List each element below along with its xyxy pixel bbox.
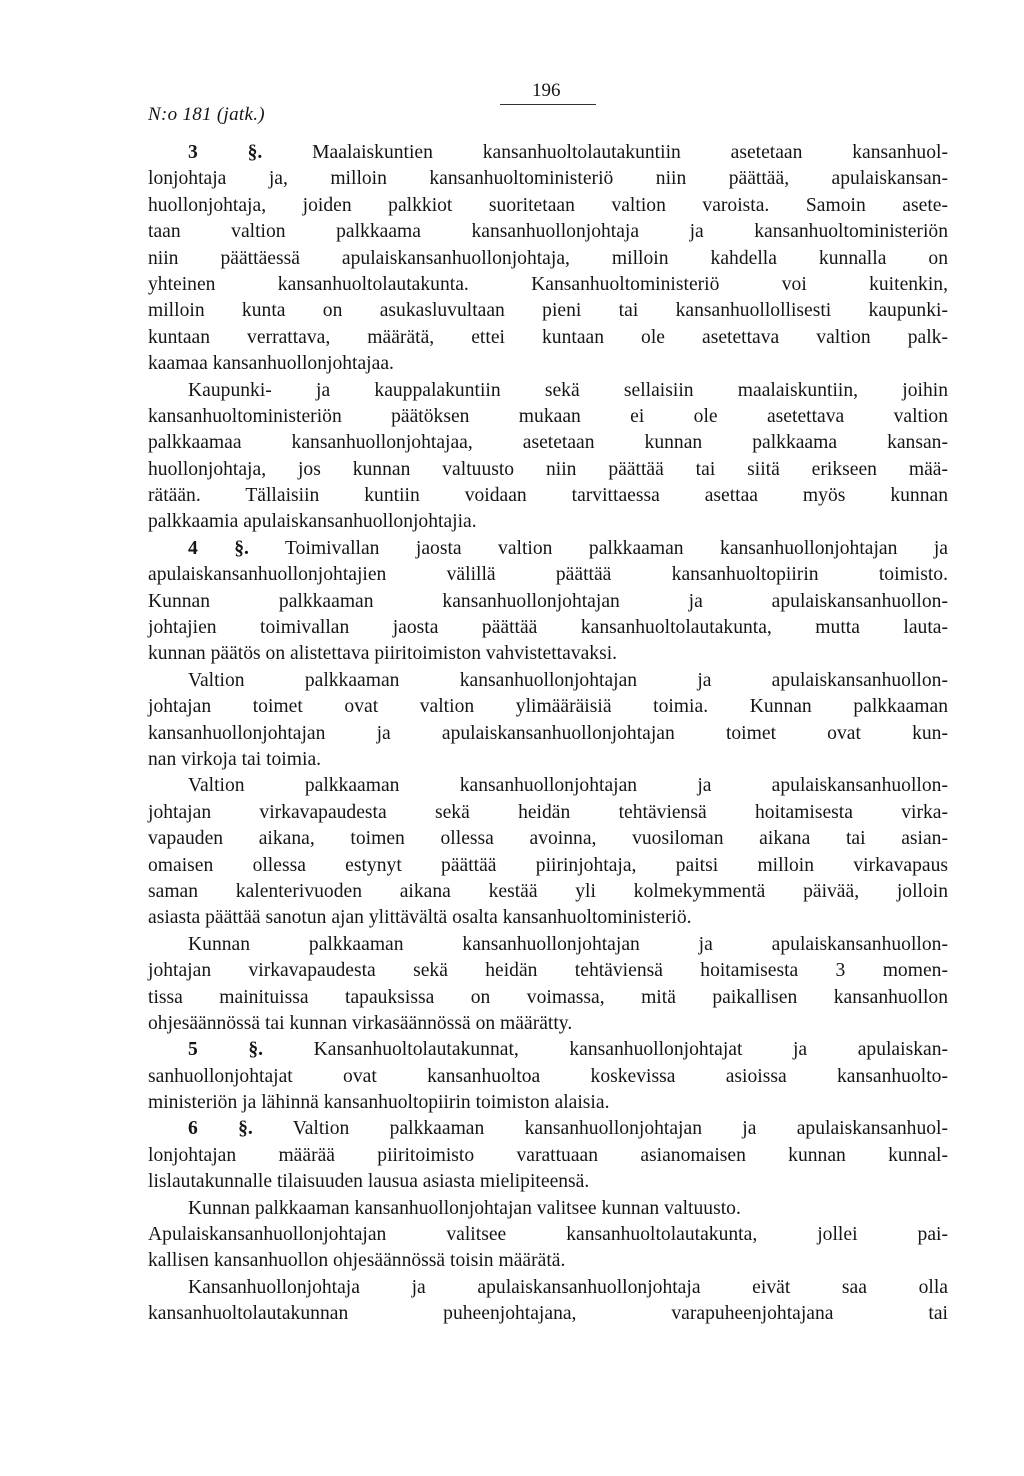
text-line: kansanhuoltolautakunnan puheenjohtajana, varapuheenjohtajana tai — [148, 1303, 948, 1325]
text-line: yhteinen kansanhuoltolautakunta. Kansanhuoltoministeriö voi kuitenkin, — [148, 273, 948, 295]
text-line: huollonjohtaja, joiden palkkiot suoritetaan valtion varoista. Samoin asete- — [148, 194, 948, 216]
text-line: ohjesäännössä tai kunnan virkasäännössä on määrätty. — [148, 1012, 573, 1034]
document-reference: N:o 181 (jatk.) — [148, 104, 265, 125]
text-line: huollonjohtaja, jos kunnan valtuusto niin päättää tai siitä erikseen mää- — [148, 458, 948, 480]
text-line: saman kalenterivuoden aikana kestää yli kolmekymmentä päivää, jolloin — [148, 880, 948, 902]
text-line: johtajan toimet ovat valtion ylimääräisiä toimia. Kunnan palkkaaman — [148, 696, 948, 718]
section-number: 3 §. — [188, 142, 263, 163]
text-line: asiasta päättää sanotun ajan ylittävältä osalta kansanhuoltoministeriö. — [148, 907, 692, 929]
text-line: omaisen ollessa estynyt päättää piirinjohtaja, paitsi milloin virkavapaus — [148, 854, 948, 876]
text-line: niin päättäessä apulaiskansanhuollonjohtaja, milloin kahdella kunnalla on — [148, 247, 948, 269]
text-line: lislautakunnalle tilaisuuden lausua asiasta mielipiteensä. — [148, 1171, 590, 1193]
text-line: johtajan virkavapaudesta sekä heidän tehtäviensä hoitamisesta 3 momen- — [148, 960, 948, 982]
text-line: sanhuollonjohtajat ovat kansanhuoltoa koskevissa asioissa kansanhuolto- — [148, 1065, 948, 1087]
text-line: johtajan virkavapaudesta sekä heidän tehtäviensä hoitamisesta virka- — [148, 801, 948, 823]
text-line: kallisen kansanhuollon ohjesäännössä toisin määrätä. — [148, 1250, 566, 1272]
text-line: johtajien toimivallan jaosta päättää kansanhuoltolautakunta, mutta lauta- — [148, 617, 948, 639]
text-line: 6 §. Valtion palkkaaman kansanhuollonjohtajan ja apulaiskansanhuol- — [188, 1118, 949, 1140]
text-line: Kaupunki- ja kauppalakuntiin sekä sellaisiin maalaiskuntiin, joihin — [188, 379, 948, 401]
text-line: Kansanhuollonjohtaja ja apulaiskansanhuollonjohtaja eivät saa olla — [188, 1276, 948, 1298]
text-line: palkkaamia apulaiskansanhuollonjohtajia. — [148, 511, 477, 533]
text-line: kaamaa kansanhuollonjohtajaa. — [148, 353, 394, 375]
text-line: Valtion palkkaaman kansanhuollonjohtajan ja apulaiskansanhuollon- — [188, 669, 948, 691]
text-line: nan virkoja tai toimia. — [148, 748, 322, 770]
text-line: rätään. Tällaisiin kuntiin voidaan tarvittaessa asettaa myös kunnan — [148, 485, 948, 507]
section-number: 5 §. — [188, 1039, 264, 1061]
section-number: 4 §. — [188, 537, 249, 559]
text-line: palkkaamaa kansanhuollonjohtajaa, asetetaan kunnan palkkaama kansan- — [148, 432, 948, 454]
text-line: lonjohtaja ja, milloin kansanhuoltoministeriö niin päättää, apulaiskansan- — [148, 168, 948, 190]
text-line: Apulaiskansanhuollonjohtajan valitsee kansanhuoltolautakunta, jollei pai- — [148, 1224, 948, 1246]
text-line: lonjohtajan määrää piiritoimisto varattuaan asianomaisen kunnan kunnal- — [148, 1144, 948, 1166]
text-line: 4 §. Toimivallan jaosta valtion palkkaaman kansanhuollonjohtajan ja — [188, 537, 949, 559]
text-line: Valtion palkkaaman kansanhuollonjohtajan ja apulaiskansanhuollon- — [188, 775, 948, 797]
text-line: ministeriön ja lähinnä kansanhuoltopiirin toimiston alaisia. — [148, 1092, 610, 1114]
text-line: taan valtion palkkaama kansanhuollonjohtaja ja kansanhuoltoministeriön — [148, 221, 948, 243]
section-number: 6 §. — [188, 1118, 253, 1140]
text-line: vapauden aikana, toimen ollessa avoinna, vuosiloman aikana tai asian- — [148, 828, 948, 850]
text-line: kansanhuollonjohtajan ja apulaiskansanhuollonjohtajan toimet ovat kun- — [148, 722, 948, 744]
text-line: Kunnan palkkaaman kansanhuollonjohtajan valitsee kunnan valtuusto. — [188, 1197, 741, 1219]
text-line: 5 §. Kansanhuoltolautakunnat, kansanhuollonjohtajat ja apulaiskan- — [188, 1039, 949, 1061]
text-line: apulaiskansanhuollonjohtajien välillä päättää kansanhuoltopiirin toimisto. — [148, 564, 948, 586]
text-line: kansanhuoltoministeriön päätöksen mukaan ei ole asetettava valtion — [148, 405, 948, 427]
text-line: Kunnan palkkaaman kansanhuollonjohtajan ja apulaiskansanhuollon- — [188, 933, 948, 955]
text-line: 3 §. Maalaiskuntien kansanhuoltolautakuntiin asetetaan kansanhuol- — [188, 142, 948, 163]
document-body — [148, 140, 948, 1328]
text-line: kunnan päätös on alistettava piiritoimiston vahvistettavaksi. — [148, 643, 618, 665]
text-line: tissa mainituissa tapauksissa on voimassa, mitä paikallisen kansanhuollon — [148, 986, 948, 1008]
page-number-rule — [500, 104, 596, 105]
text-line: Kunnan palkkaaman kansanhuollonjohtajan ja apulaiskansanhuollon- — [148, 590, 948, 612]
page-number: 196 — [532, 80, 561, 101]
text-line: milloin kunta on asukasluvultaan pieni tai kansanhuollollisesti kaupunki- — [148, 300, 948, 322]
text-line: kuntaan verrattava, määrätä, ettei kuntaan ole asetettava valtion palk- — [148, 326, 948, 348]
